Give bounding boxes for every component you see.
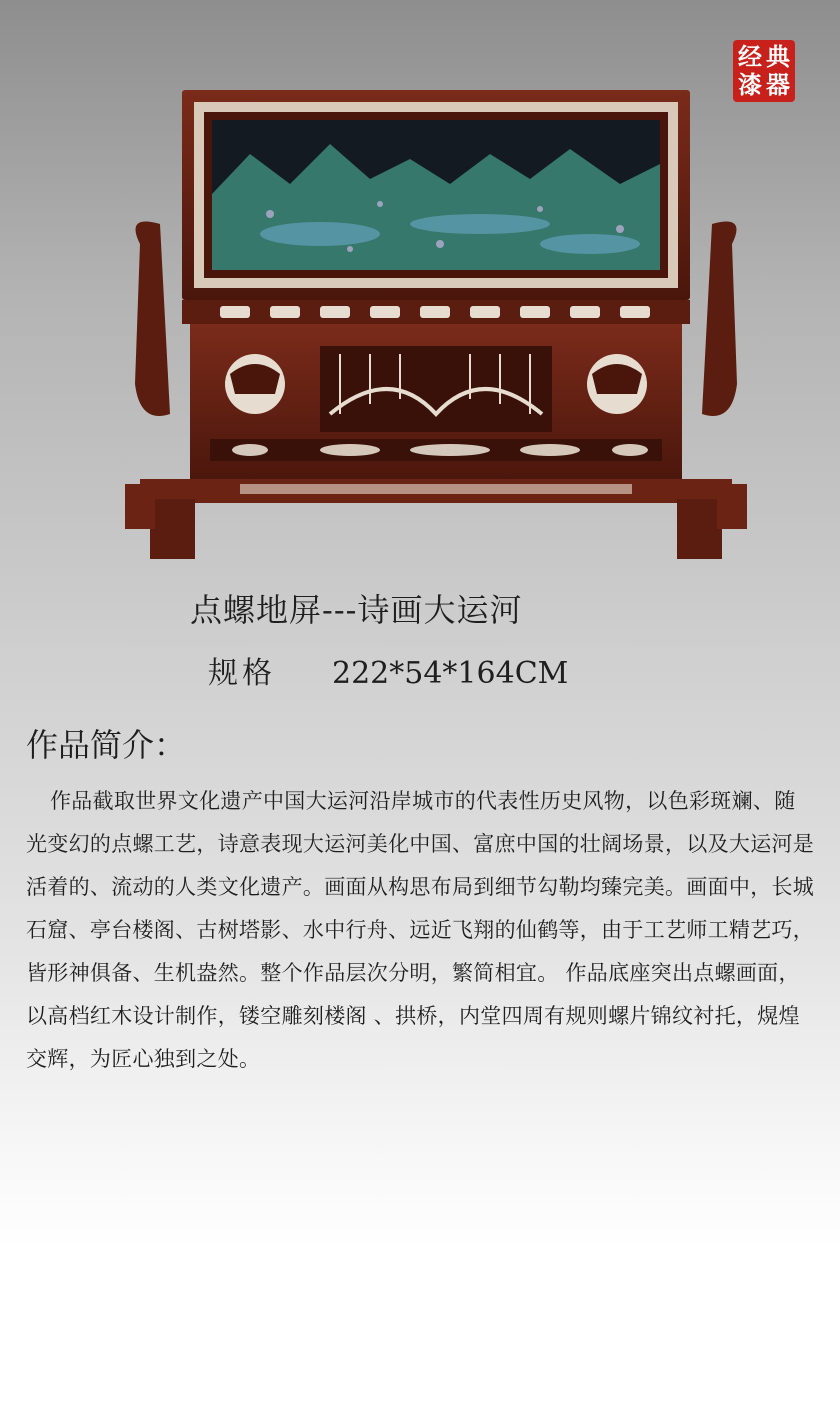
intro-paragraph: 作品截取世界文化遗产中国大运河沿岸城市的代表性历史风物，以色彩斑斓、随光变幻的点螺工艺，诗意表现大运河美化中国、富庶中国的壮阔场景，以及大运河是活着的、流动的人类文化遗产。画面从构思布局到细节勾勒均臻完美。画面中，长城石窟、亭台楼阁、古树塔影、水中行舟、远近飞翔的仙鹤等，由于工艺师工精艺巧，皆形神俱备、生机盎然。整个作品层次分明，繁简相宜。 作品底座突出点螺画面，以高档红木设计制作，镂空雕刻楼阁 、拱桥，内堂四周有规则螺片锦纹衬托，熀煌交辉，为匠心独到之处。 [26, 789, 815, 1071]
floor-screen-image [120, 84, 752, 564]
seal-char: 典 [766, 42, 790, 71]
seal-char: 经 [738, 42, 762, 71]
intro-heading: 作品简介： [26, 726, 187, 764]
spec-line [208, 648, 568, 692]
product-title: 点螺地屏---诗画大运河 [190, 591, 523, 629]
spec-label: 规格 [208, 656, 276, 691]
seal-char: 器 [766, 70, 790, 99]
seal-char: 漆 [738, 70, 762, 99]
spec-value: 222*54*164CM [332, 656, 569, 691]
